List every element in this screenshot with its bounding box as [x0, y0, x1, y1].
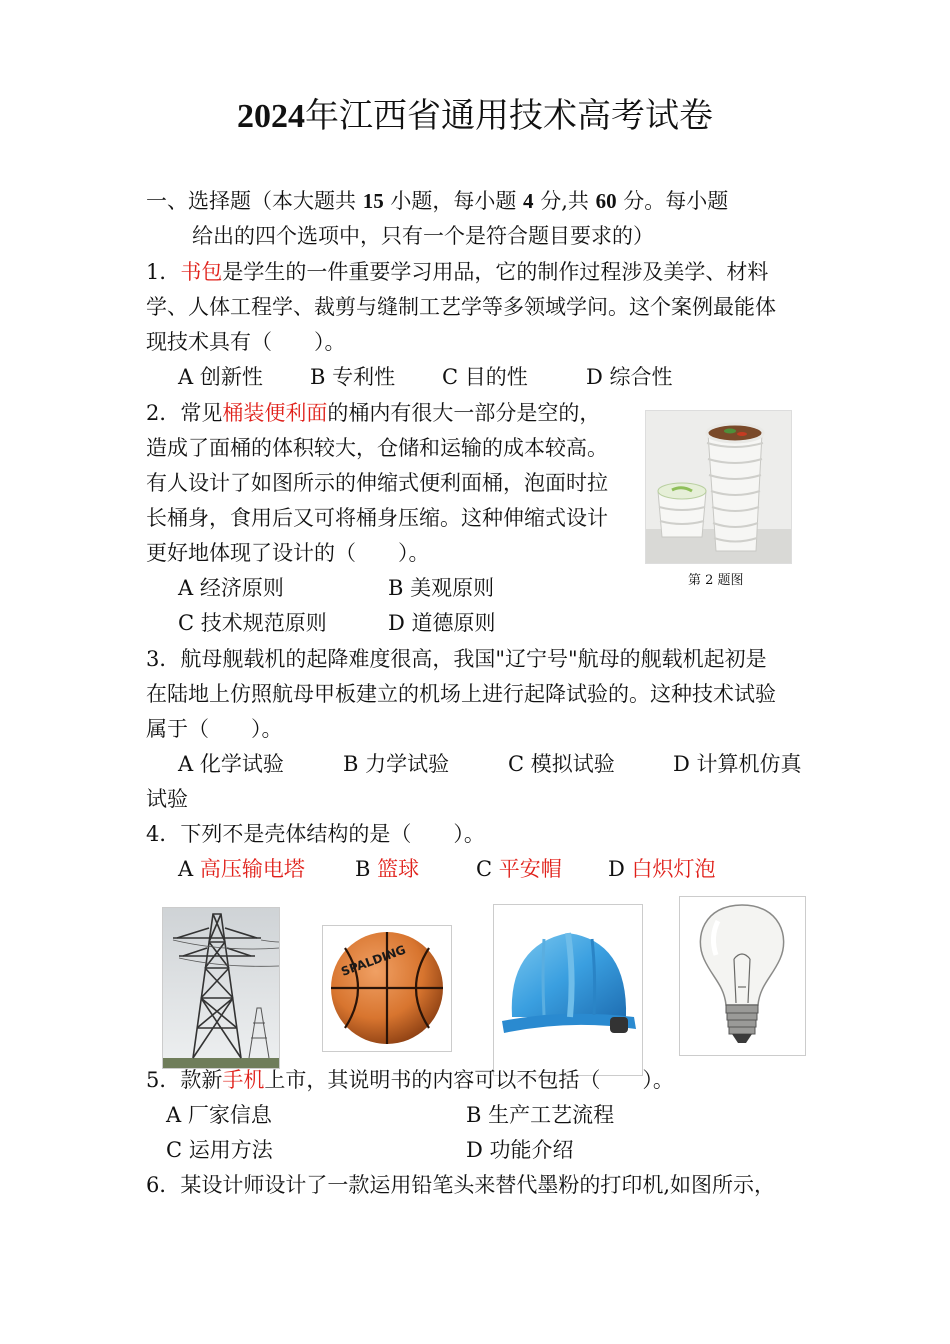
q5-option-c[interactable]: C 运用方法 [166, 1138, 273, 1162]
q2-line4: 长桶身，食用后又可将桶身压缩。这种伸缩式设计 [146, 506, 608, 530]
q2-option-c[interactable]: C 技术规范原则 [178, 611, 327, 635]
q6-line1: 6．某设计师设计了一款运用铅笔头来替代墨粉的打印机,如图所示， [146, 1173, 776, 1197]
section-instruction: 给出的四个选项中，只有一个是符合题目要求的） [192, 224, 654, 248]
q5-option-b[interactable]: B 生产工艺流程 [466, 1103, 615, 1127]
q3-line1: 3．航母舰载机的起降难度很高，我国"辽宁号"航母的舰载机起初是 [146, 647, 767, 671]
q4-option-c[interactable]: C 平安帽 [476, 857, 562, 881]
q2-line3: 有人设计了如图所示的伸缩式便利面桶，泡面时拉 [146, 471, 608, 495]
q4-figure-basketball [322, 925, 452, 1052]
q1-line1: 1．书包是学生的一件重要学习用品，它的制作过程涉及美学、材料 [146, 260, 769, 284]
q2-option-d[interactable]: D 道德原则 [388, 611, 496, 635]
page-title: 2024年江西省通用技术高考试卷 [237, 96, 713, 136]
q4-option-a[interactable]: A 高压输电塔 [178, 857, 305, 881]
q1-option-d[interactable]: D 综合性 [586, 365, 673, 389]
q1-line2: 学、人体工程学、裁剪与缝制工艺学等多领域学问。这个案例最能体 [146, 295, 776, 319]
q1-option-a[interactable]: A 创新性 [178, 365, 263, 389]
basketball-brand-text: SPALDING [339, 942, 408, 979]
q5-option-d[interactable]: D 功能介绍 [466, 1138, 574, 1162]
q3-line3: 属于（ ）。 [146, 717, 283, 741]
q4-option-d[interactable]: D 白炽灯泡 [608, 857, 716, 881]
section-heading: 一、选择题（本大题共 15 小题，每小题 4 分,共 60 分。每小题 [146, 189, 729, 213]
q2-option-a[interactable]: A 经济原则 [178, 576, 284, 600]
q5-line1: 5．款新手机上市，其说明书的内容可以不包括（ ）。 [146, 1068, 674, 1092]
q2-line5: 更好地体现了设计的（ ）。 [146, 541, 430, 565]
q3-option-d[interactable]: D 计算机仿真 [673, 752, 802, 776]
q4-line1: 4．下列不是壳体结构的是（ ）。 [146, 822, 485, 846]
q3-option-a[interactable]: A 化学试验 [178, 752, 284, 776]
q2-line1: 2．常见桶装便利面的桶内有很大一部分是空的， [146, 401, 601, 425]
q2-figure-noodle-cups [645, 410, 792, 564]
q5-option-a[interactable]: A 厂家信息 [166, 1103, 272, 1127]
q3-option-b[interactable]: B 力学试验 [343, 752, 450, 776]
q1-option-b[interactable]: B 专利性 [310, 365, 396, 389]
q4-figure-transmission-tower [162, 907, 280, 1069]
q3-line2: 在陆地上仿照航母甲板建立的机场上进行起降试验的。这种技术试验 [146, 682, 776, 706]
q2-line2: 造成了面桶的体积较大，仓储和运输的成本较高。 [146, 436, 608, 460]
q3-option-c[interactable]: C 模拟试验 [508, 752, 615, 776]
q3-option-d-wrap: 试验 [146, 787, 188, 811]
q4-figure-light-bulb [679, 896, 806, 1056]
q4-option-b[interactable]: B 篮球 [355, 857, 420, 881]
q1-option-c[interactable]: C 目的性 [442, 365, 528, 389]
q1-line3: 现技术具有（ ）。 [146, 330, 346, 354]
q2-figure-caption: 第 2 题图 [688, 573, 744, 588]
q4-figure-safety-helmet [493, 904, 643, 1076]
q2-option-b[interactable]: B 美观原则 [388, 576, 495, 600]
